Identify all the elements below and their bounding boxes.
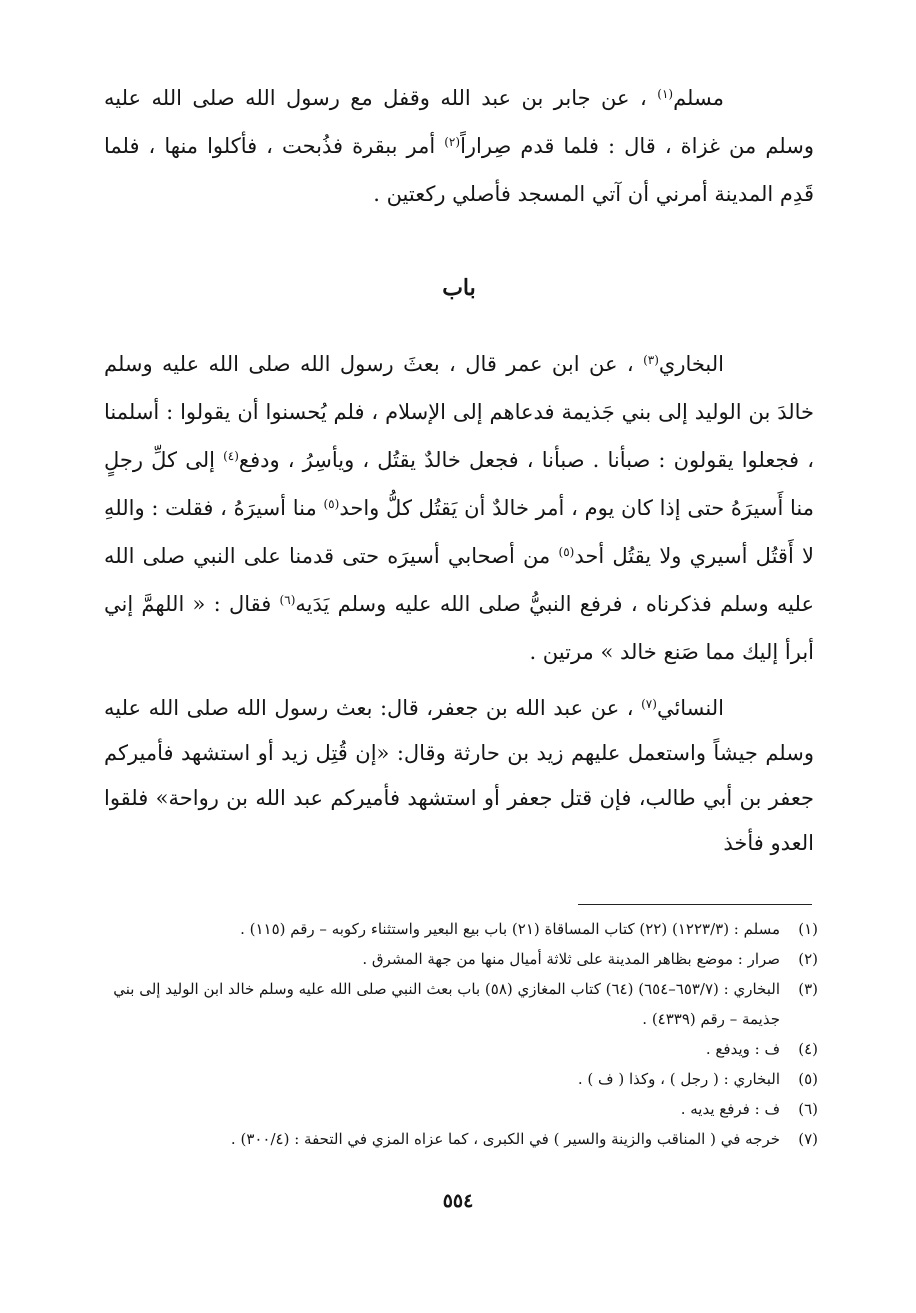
footnote-text: ف : ويدفع . [705,1040,780,1058]
footnote-ref: (٤) [223,449,239,463]
section-heading: باب [442,275,476,301]
footnote-text: البخاري : ( رجل ) ، وكذا ( ف ) . [577,1070,780,1088]
footnote-ref: (٥) [323,497,340,511]
footnote-number: (٦) [798,1100,818,1118]
footnote-separator [578,904,812,905]
footnote-number: (٥) [798,1070,818,1088]
footnote-item [100,914,818,944]
footnote-ref: (٣) [643,353,659,367]
footnote-ref: (٧) [641,697,657,711]
paragraph-bukhari [104,340,814,676]
footnote-text: صرار : موضع بظاهر المدينة على ثلاثة أميال منها من جهة المشرق . [362,950,780,968]
footnote-number: (٣) [798,980,818,998]
footnote-ref: (٦) [279,593,296,607]
footnote-text: مسلم : (١٢٢٣/٣) (٢٢) كتاب المساقاة (٢١) باب بيع البعير واستثناء ركوبه – رقم (١١٥) . [240,920,780,938]
footnote-ref: (١) [657,87,674,101]
main-text [104,74,814,876]
footnote-text: ف : فرفع يديه . [680,1100,780,1118]
paragraph-text: ، عن ابن عمر قال ، بعثَ رسول الله صلى الله عليه وسلم خالدَ بن الوليد إلى بني جَذيمة فدعاهم إلى الإسلام ، فلم يُحسنوا أن يقولوا : أسلمنا ، فجعلوا يقولون : صبأنا . صبأنا ، فجعل خالدٌ يقتُل ، ويأسِرُ ، ودفع [104,352,814,472]
paragraph-text: مسلم [673,86,724,110]
paragraph-text: فقال : « اللهمَّ إني أبرأ إليك مما صَنع خالد » مرتين . [104,592,814,664]
paragraph-text: ، عن جابر بن عبد الله وقفل مع رسول الله صلى الله عليه وسلم من غزاة ، قال : فلما قدم صِراراً [104,86,814,158]
paragraph-text: ، عن عبد الله بن جعفر، قال: بعث رسول الله صلى الله عليه وسلم جيشاً واستعمل عليهم زيد بن حارثة وقال: «إن قُتِل زيد أو استشهد فأميركم جعفر بن أبي طالب، فإن قتل جعفر أو استشهد فأميركم عبد الله بن رواحة» فلقوا العدو فأخذ [104,696,814,855]
footnote-ref: (٥) [558,545,575,559]
paragraph-text: النسائي [656,696,724,720]
paragraph-text: البخاري [658,352,724,376]
page-number: ٥٥٤ [442,1190,474,1212]
paragraph-muslim [104,74,814,218]
paragraph-text: إلى كلِّ رجلٍ منا أَسيرَهُ حتى إذا كان يوم ، أمر خالدٌ أن يَقتُل كلُّ واحد [104,448,814,520]
footnote-number: (٢) [798,950,818,968]
footnote-item [100,944,818,974]
paragraph-text: من أصحابي أسيرَه حتى قدمنا على النبي صلى الله عليه وسلم فذكرناه ، فرفع النبيُّ صلى الله عليه وسلم يَدَيه [104,544,814,616]
footnote-text: خرجه في ( المناقب والزينة والسير ) في الكبرى ، كما عزاه المزي في التحفة : (٣٠٠/٤) . [230,1130,780,1148]
footnote-number: (٤) [798,1040,818,1058]
footnote-ref: (٢) [444,135,461,149]
footnote-text: البخاري : (٦٥٣/٧–٦٥٤) (٦٤) كتاب المغازي (٥٨) باب بعث النبي صلى الله عليه وسلم خالد ابن الوليد إلى بني جذيمة – رقم (٤٣٣٩) . [113,980,780,1028]
footnotes-list [100,914,818,1154]
footnote-number: (٧) [798,1130,818,1148]
footnote-item [100,1124,818,1154]
footnote-item [100,1094,818,1124]
footnote-item [100,1064,818,1094]
paragraph-text: منا أسيرَهُ ، فقلت : واللهِ لا أَقتُل أسيري ولا يقتُل أحد [104,496,814,568]
footnote-item [100,974,818,1034]
footnote-number: (١) [798,920,818,938]
footnote-item [100,1034,818,1064]
paragraph-text: أمر ببقرة فذُبحت ، فأكلوا منها ، فلما قَدِم المدينة أمرني أن آتي المسجد فأصلي ركعتين . [104,134,814,206]
paragraph-nasai [104,686,814,866]
